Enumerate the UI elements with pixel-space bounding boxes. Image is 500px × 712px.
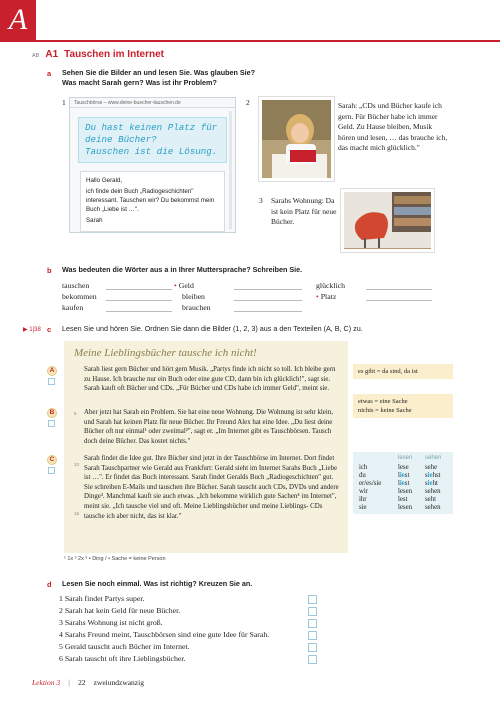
word-blank[interactable] [234, 311, 302, 312]
mail-body: ich finde dein Buch „Radiogeschichten" interessant. Tauschen wir? Du bekommst mein Buch „Liebe ist …". [86, 188, 215, 213]
hint-nichts-line: nichts = keine Sache [358, 407, 412, 414]
conj-form-sehen: siehst [425, 472, 441, 479]
statement-6: 6 Sarah tauscht oft ihre Lieblingsbücher. [59, 654, 186, 663]
page-footer [32, 678, 144, 687]
conj-pronoun: er/es/sie [359, 480, 382, 487]
line-number-15: 15 [74, 511, 80, 516]
figure-2-number: 2 [246, 98, 250, 107]
conj-form-lesen: liest [398, 480, 410, 487]
word-bleiben: bleiben [182, 292, 205, 301]
line-number-10: 10 [74, 462, 80, 467]
word-brauchen: brauchen [182, 303, 211, 312]
word-kaufen: kaufen [62, 303, 84, 312]
statement-3: 3 Sarahs Wohnung ist nicht groß. [59, 618, 163, 627]
conj-form-sehen: sehen [425, 488, 441, 495]
section-title: Tauschen im Internet [64, 49, 164, 60]
conj-form-sehen: seht [425, 496, 436, 503]
exercise-a-question-2: Was macht Sarah gern? Was ist ihr Problem? [62, 78, 217, 87]
conj-form-lesen: liest [398, 472, 410, 479]
statement-2: 2 Sarah hat kein Geld für neue Bücher. [59, 606, 181, 615]
statement-5: 5 Gerald tauscht auch Bücher im Internet. [59, 642, 190, 651]
paragraph-c: Sarah findet die Idee gut. Ihre Bücher sind jetzt in der Tauschbörse im Internet. Dort findet Sarah Tauschpartner wie Gerald aus Frankfurt: Gerald sieht im Internet Sarahs Buch „Liebe ist …". Er findet das Buch interessant. Sarah findet Geralds Buch „Radiogeschichten" gut. Sie schreiben E-Mails und tauschen ihre Bücher. Sarah tauscht auch CDs, DVDs und andere Dinge³. Manchmal kauft sie auch etwas. „Ich bekomme wirklich gute Sachen⁴ im Internet", meint sie. „Ich tausche viel und oft. Meine Lieblingsbücher und meine Lieblings- CDs tausche ich aber nicht, das ist klar." [84, 455, 339, 520]
figure-3-caption: Sarahs Wohnung: Da ist kein Platz für neue Bücher. [271, 196, 337, 226]
forum-banner-line-1: Du hast keinen Platz für deine Bücher? [85, 122, 218, 145]
statement-6-checkbox[interactable] [308, 655, 317, 664]
figure-2-caption: Sarah: „CDs und Bücher kaufe ich gern. Für Bücher habe ich immer Geld. Zu Hause bleiben, Musik hören und lesen, … das brauche ich, das macht mich glücklich." [338, 101, 448, 152]
photo-sarah-reading [259, 97, 334, 181]
figure-3-number: 3 [259, 196, 263, 205]
paragraph-a-letter: A [47, 366, 57, 376]
figure-1-number: 1 [62, 98, 66, 107]
paragraph-a: Sarah liest gern Bücher und hört gern Musik. „Partys finde ich nicht so toll. Ich bleibe gern zu Hause. Ich brauche nur ein Buch oder eine gute CD, dann bin ich glücklich!", sagt sie. Sarah kauft oft Bücher und CDs. „Für Bücher und CDs habe ich immer Geld", meint sie. [84, 366, 336, 393]
paragraph-c-letter: C [47, 455, 57, 465]
conj-form-lesen: lese [398, 464, 409, 471]
exercise-b-label: b [47, 266, 52, 275]
reading-text-title: Meine Lieblingsbücher tausche ich nicht! [74, 347, 257, 359]
statement-1-checkbox[interactable] [308, 595, 317, 604]
conj-pronoun: du [359, 472, 366, 479]
conj-pronoun: wir [359, 488, 369, 495]
statement-2-checkbox[interactable] [308, 607, 317, 616]
footer-separator: | [68, 678, 71, 687]
footer-page-word: zweiundzwanzig [93, 678, 144, 687]
chapter-tab: A [0, 0, 36, 40]
forum-scrollbar [229, 111, 232, 229]
footnote: ¹ 1x ² 2x ³ • Ding / • Sache = keine Person [64, 556, 166, 562]
word-tauschen: tauschen [62, 281, 90, 290]
word-blank[interactable] [234, 289, 302, 290]
statement-1: 1 Sarah findet Partys super. [59, 594, 145, 603]
reading-text-box [64, 341, 348, 553]
forum-banner-line-2: Tauschen ist die Lösung. [85, 146, 218, 157]
conj-form-lesen: lesen [398, 488, 412, 495]
hint-etwas-line: etwas = eine Sache [358, 398, 408, 405]
statement-5-checkbox[interactable] [308, 643, 317, 652]
line-number-5: 5 [74, 411, 77, 416]
statement-3-checkbox[interactable] [308, 619, 317, 628]
section-marker: AB [32, 53, 40, 59]
conj-pronoun: ich [359, 464, 368, 471]
section-number: A1 [45, 49, 59, 60]
paragraph-b-letter: B [47, 408, 57, 418]
photo-small-apartment [341, 189, 434, 252]
forum-banner [78, 117, 227, 163]
word-geld [174, 281, 194, 290]
footer-lesson: Lektion 3 [32, 678, 61, 687]
word-platz-text: Platz [320, 292, 337, 301]
exercise-d-question: Lesen Sie noch einmal. Was ist richtig? Kreuzen Sie an. [62, 579, 253, 588]
gender-bullet: • [174, 281, 177, 290]
word-blank[interactable] [106, 289, 172, 290]
gender-bullet: • [316, 292, 319, 301]
word-geld-text: Geld [178, 281, 194, 290]
word-platz [316, 292, 336, 301]
forum-message [80, 171, 225, 232]
conj-form-sehen: sieht [425, 480, 438, 487]
paragraph-b: Aber jetzt hat Sarah ein Problem. Sie hat eine neue Wohnung. Die Wohnung ist sehr klein, und Sarah hat keinen Platz für neue Bücher. Ihr Freund Alex hat eine Idee. „Du liest deine Bücher oft nur einmal¹ oder zweimal²", sagt er. „Im Internet gibt es Tauschbörsen. Tausch doch deine Bücher. Das kostet nichts." [84, 409, 333, 445]
grammar-hint-etwas [353, 394, 453, 418]
forum-screenshot [69, 97, 236, 233]
footer-page-number: 22 [78, 678, 86, 687]
exercise-c-question: Lesen Sie und hören Sie. Ordnen Sie dann die Bilder (1, 2, 3) aus a den Texteilen (A, B, C) zu. [62, 324, 363, 333]
exercise-a-question-1: Sehen Sie die Bilder an und lesen Sie. Was glauben Sie? [62, 68, 256, 77]
conj-form-sehen: sehen [425, 504, 441, 511]
section-heading [32, 49, 164, 60]
conj-header-sehen: sehen [425, 455, 442, 461]
paragraph-a-answer-box[interactable] [48, 378, 55, 385]
conj-pronoun: sie [359, 504, 367, 511]
conj-form-lesen: lesen [398, 504, 412, 511]
word-blank[interactable] [234, 300, 302, 301]
conj-form-sehen: sehe [425, 464, 438, 471]
word-blank[interactable] [106, 311, 172, 312]
statement-4-checkbox[interactable] [308, 631, 317, 640]
exercise-b-question: Was bedeuten die Wörter aus a in Ihrer Muttersprache? Schreiben Sie. [62, 265, 303, 274]
statement-4: 4 Sarahs Freund meint, Tauschbörsen sind eine gute Idee für Sarah. [59, 630, 270, 639]
conj-header-lesen: lesen [398, 455, 413, 461]
word-bekommen: bekommen [62, 292, 97, 301]
paragraph-c-answer-box[interactable] [48, 467, 55, 474]
paragraph-b-answer-box[interactable] [48, 420, 55, 427]
forum-url: Tauschbörse – www.deine-buecher-tauschen.de [70, 98, 235, 108]
header-rule [0, 40, 500, 42]
audio-track-marker[interactable]: ▶ 1|38 [23, 327, 41, 333]
conjugation-table [353, 452, 453, 514]
exercise-a-label: a [47, 69, 52, 78]
conj-pronoun: ihr [359, 496, 367, 503]
exercise-d-label: d [47, 580, 52, 589]
mail-signature: Sarah [86, 217, 103, 224]
conj-form-lesen: lest [398, 496, 408, 503]
word-blank[interactable] [106, 300, 172, 301]
word-gluecklich: glücklich [316, 281, 346, 290]
word-blank[interactable] [366, 289, 432, 290]
mail-greeting: Hallo Gerald, [86, 177, 123, 184]
exercise-c-label: c [47, 325, 52, 334]
grammar-hint-es-gibt: es gibt = da sind, da ist [353, 364, 453, 379]
word-blank[interactable] [366, 300, 432, 301]
